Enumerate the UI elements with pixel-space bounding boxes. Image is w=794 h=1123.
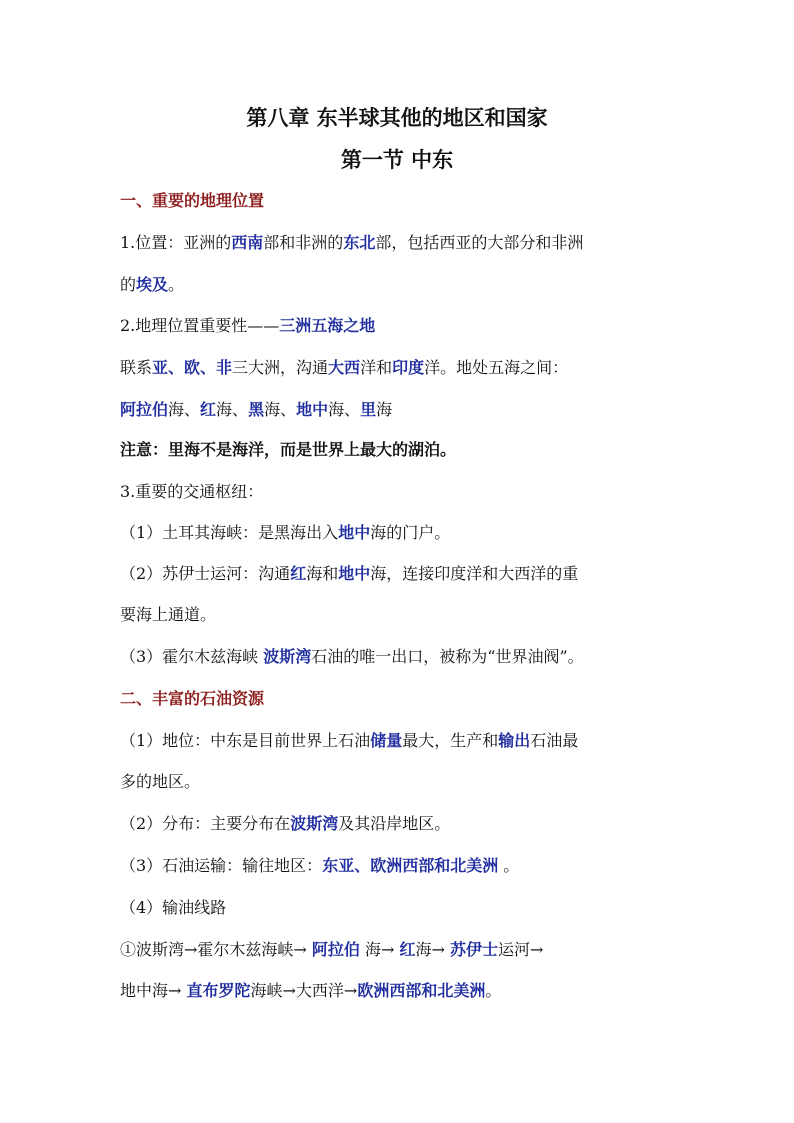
text-line: [120, 980, 700, 1002]
text-segment: 石油的唯一出口，被称为“世界油阀”。: [311, 647, 584, 666]
key-term: 东北: [343, 233, 376, 252]
key-term: 三洲五海之地: [279, 316, 376, 335]
text-segment: 。: [498, 856, 520, 875]
text-segment: 海峡→大西洋→: [250, 981, 358, 1000]
key-term: 地中: [338, 523, 371, 542]
key-term: 储量: [370, 731, 403, 750]
key-term: 亚、欧、非: [152, 358, 233, 377]
text-segment: 联系: [120, 358, 153, 377]
text-segment: （3）霍尔木兹海峡: [120, 647, 264, 666]
text-segment: 要海上通道。: [120, 605, 217, 624]
text-segment: 海和: [306, 564, 339, 583]
text-line: [120, 771, 700, 793]
key-term: 埃及: [136, 275, 169, 294]
note-text: 注意：里海不是海洋，而是世界上最大的湖泊。: [120, 440, 457, 459]
text-line: [120, 522, 700, 544]
text-line: [120, 604, 700, 626]
text-segment: 。: [168, 275, 185, 294]
text-segment: 2.地理位置重要性——: [120, 316, 280, 335]
key-term: 欧洲西部和北美洲: [357, 981, 486, 1000]
text-segment: （3）石油运输：输往地区：: [120, 856, 323, 875]
text-segment: 洋和: [360, 358, 393, 377]
text-line: [120, 813, 700, 835]
text-line: [120, 315, 700, 337]
section-title: 第一节 中东: [340, 147, 454, 172]
key-term: 印度: [392, 358, 425, 377]
key-term: 阿拉伯: [120, 400, 169, 419]
text-line: [120, 646, 700, 668]
text-line: [120, 688, 700, 710]
key-term: 波斯湾: [263, 647, 312, 666]
text-line: [120, 232, 700, 254]
text-segment: 海、: [216, 400, 249, 419]
key-term: 红: [399, 940, 416, 959]
text-segment: 。: [485, 981, 502, 1000]
key-term: 里: [360, 400, 377, 419]
text-line: [120, 439, 700, 461]
key-term: 黑: [248, 400, 265, 419]
text-segment: （1）土耳其海峡：是黑海出入: [120, 523, 339, 542]
key-term: 波斯湾: [290, 814, 339, 833]
text-segment: 海→: [415, 940, 451, 959]
text-segment: （2）分布：主要分布在: [120, 814, 291, 833]
key-term: 地中: [338, 564, 371, 583]
text-segment: 最大，生产和: [402, 731, 499, 750]
key-term: 红: [290, 564, 307, 583]
text-line: [120, 897, 700, 919]
text-segment: 多的地区。: [120, 772, 201, 791]
text-segment: 洋。地处五海之间：: [424, 358, 569, 377]
key-term: 红: [200, 400, 217, 419]
text-segment: 的: [120, 275, 137, 294]
text-segment: 部和非洲的: [263, 233, 344, 252]
text-segment: 运河→: [498, 940, 544, 959]
text-segment: 部，包括西亚的大部分和非洲: [375, 233, 584, 252]
text-segment: 1.位置：亚洲的: [120, 233, 232, 252]
text-segment: （4）输油线路: [120, 898, 227, 917]
text-segment: 石油最: [530, 731, 579, 750]
text-segment: 海的门户。: [370, 523, 451, 542]
text-line: [120, 730, 700, 752]
text-line: [120, 190, 700, 212]
text-segment: 及其沿岸地区。: [338, 814, 451, 833]
text-segment: （1）地位：中东是目前世界上石油: [120, 731, 371, 750]
key-term: 阿拉伯: [311, 940, 360, 959]
text-segment: 地中海→: [120, 981, 187, 1000]
text-segment: 海、: [168, 400, 201, 419]
text-line: [120, 399, 700, 421]
text-line: [120, 563, 700, 585]
text-segment: 海→: [359, 940, 400, 959]
key-term: 西南: [231, 233, 264, 252]
key-term: 苏伊士: [450, 940, 499, 959]
text-segment: 海，连接印度洋和大西洋的重: [370, 564, 579, 583]
text-segment: 海: [376, 400, 393, 419]
text-line: [120, 939, 700, 961]
key-term: 大西: [328, 358, 361, 377]
text-segment: （2）苏伊士运河：沟通: [120, 564, 291, 583]
key-term: 地中: [296, 400, 329, 419]
text-line: [120, 357, 700, 379]
key-term: 东亚、欧洲西部和北美洲: [322, 856, 499, 875]
key-term: 直布罗陀: [186, 981, 251, 1000]
section-heading: 一、重要的地理位置: [120, 191, 265, 210]
text-segment: 海、: [328, 400, 361, 419]
chapter-title: 第八章 东半球其他的地区和国家: [246, 105, 548, 130]
text-line: [120, 274, 700, 296]
text-line: [120, 481, 700, 503]
text-segment: 3.重要的交通枢纽：: [120, 482, 264, 501]
text-segment: 三大洲，沟通: [232, 358, 329, 377]
key-term: 输出: [498, 731, 531, 750]
text-segment: ①波斯湾→霍尔木兹海峡→: [120, 940, 312, 959]
text-segment: 海、: [264, 400, 297, 419]
text-line: [120, 855, 700, 877]
section-heading: 二、丰富的石油资源: [120, 689, 265, 708]
